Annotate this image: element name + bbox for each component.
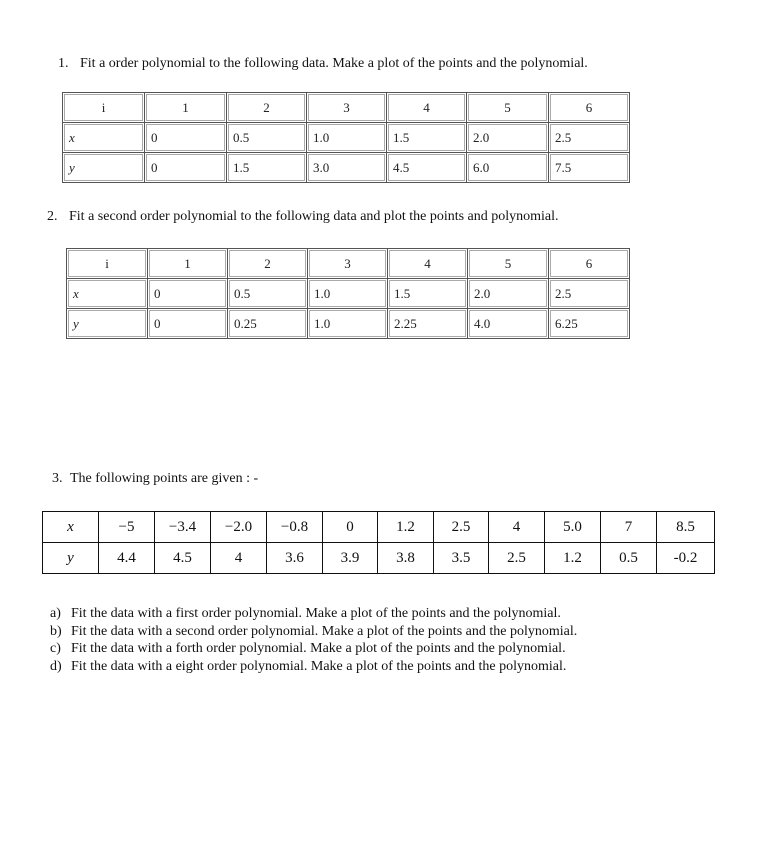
question-2 [47, 208, 559, 226]
table-header-row [63, 93, 630, 123]
table-cell: 0 [323, 512, 378, 543]
header-cell: 6 [549, 93, 630, 123]
header-cell: 6 [549, 249, 630, 279]
row-label: y [67, 309, 148, 339]
row-label: y [63, 153, 145, 183]
list-item [50, 658, 577, 676]
header-cell: 2 [228, 249, 308, 279]
data-table-q2 [66, 248, 630, 339]
table-cell: −0.8 [267, 512, 323, 543]
table-cell: 0.5 [227, 123, 307, 153]
part-letter: c) [50, 641, 61, 656]
points-table-q3 [42, 511, 715, 574]
table-row [43, 543, 715, 574]
table-cell: 3.9 [323, 543, 378, 574]
table-cell: −2.0 [211, 512, 267, 543]
table-cell: 0 [145, 123, 227, 153]
question-3 [52, 470, 258, 488]
header-cell: 4 [388, 249, 468, 279]
table-cell: 3.0 [307, 153, 387, 183]
table-cell: 3.8 [378, 543, 434, 574]
table-cell: 1.5 [227, 153, 307, 183]
row-label: x [67, 279, 148, 309]
table-cell: 0 [145, 153, 227, 183]
header-cell: i [67, 249, 148, 279]
table-cell: 0.5 [228, 279, 308, 309]
table-cell: 1.5 [387, 123, 467, 153]
header-cell: 5 [467, 93, 549, 123]
table-cell: 2.5 [549, 123, 630, 153]
header-cell: 2 [227, 93, 307, 123]
table-cell: 3.5 [434, 543, 489, 574]
data-table-q1 [62, 92, 630, 183]
part-text: Fit the data with a second order polynomial. Make a plot of the points and the polynomial. [71, 623, 578, 639]
table-cell: 2.5 [434, 512, 489, 543]
question-text: Fit a second order polynomial to the following data and plot the points and polynomial. [69, 209, 559, 224]
table-row [67, 309, 630, 339]
table-cell: 1.5 [388, 279, 468, 309]
table-cell: 5.0 [545, 512, 601, 543]
table-cell: 2.5 [549, 279, 630, 309]
part-letter: b) [50, 623, 62, 639]
header-cell: 4 [387, 93, 467, 123]
header-cell: i [63, 93, 145, 123]
table-cell: 1.0 [308, 309, 388, 339]
table-row [63, 123, 630, 153]
part-letter: a) [50, 606, 61, 621]
table-cell: 7.5 [549, 153, 630, 183]
row-label: y [43, 543, 99, 574]
question-1 [58, 55, 588, 73]
table-cell: 4 [489, 512, 545, 543]
part-text: Fit the data with a forth order polynomial. Make a plot of the points and the polynomial. [71, 641, 566, 656]
list-item [50, 640, 577, 658]
table-cell: 0 [148, 309, 228, 339]
header-cell: 1 [148, 249, 228, 279]
table-cell: 2.0 [467, 123, 549, 153]
question-number: 3. [52, 471, 63, 486]
part-letter: d) [50, 658, 62, 674]
table-cell: 6.0 [467, 153, 549, 183]
table-cell: 2.5 [489, 543, 545, 574]
row-label: x [43, 512, 99, 543]
question-text: Fit a order polynomial to the following data. Make a plot of the points and the polynomial. [80, 56, 588, 71]
header-cell: 1 [145, 93, 227, 123]
table-cell: 7 [601, 512, 657, 543]
table-cell: 4.5 [387, 153, 467, 183]
part-text: Fit the data with a eight order polynomial. Make a plot of the points and the polynomial. [71, 658, 567, 674]
table-cell: 8.5 [657, 512, 715, 543]
table-cell: 2.25 [388, 309, 468, 339]
table-cell: 4 [211, 543, 267, 574]
row-label: x [63, 123, 145, 153]
table-cell: 1.0 [307, 123, 387, 153]
table-row [67, 279, 630, 309]
question-number: 1. [58, 56, 69, 71]
table-cell: 1.0 [308, 279, 388, 309]
list-item [50, 623, 577, 641]
table-header-row [67, 249, 630, 279]
question-text: The following points are given : - [70, 471, 259, 486]
table-cell: 1.2 [378, 512, 434, 543]
table-cell: 6.25 [549, 309, 630, 339]
header-cell: 3 [308, 249, 388, 279]
part-text: Fit the data with a first order polynomial. Make a plot of the points and the polynomial. [71, 606, 561, 621]
header-cell: 3 [307, 93, 387, 123]
question-3-parts [50, 605, 577, 675]
table-cell: 3.6 [267, 543, 323, 574]
table-cell: 4.4 [99, 543, 155, 574]
table-row [63, 153, 630, 183]
table-cell: 0.5 [601, 543, 657, 574]
table-cell: −3.4 [155, 512, 211, 543]
question-number: 2. [47, 209, 58, 224]
header-cell: 5 [468, 249, 549, 279]
table-cell: 1.2 [545, 543, 601, 574]
list-item [50, 605, 577, 623]
table-cell: -0.2 [657, 543, 715, 574]
table-row [43, 512, 715, 543]
table-cell: 2.0 [468, 279, 549, 309]
table-cell: 0 [148, 279, 228, 309]
table-cell: 4.5 [155, 543, 211, 574]
table-cell: 0.25 [228, 309, 308, 339]
table-cell: 4.0 [468, 309, 549, 339]
table-cell: −5 [99, 512, 155, 543]
